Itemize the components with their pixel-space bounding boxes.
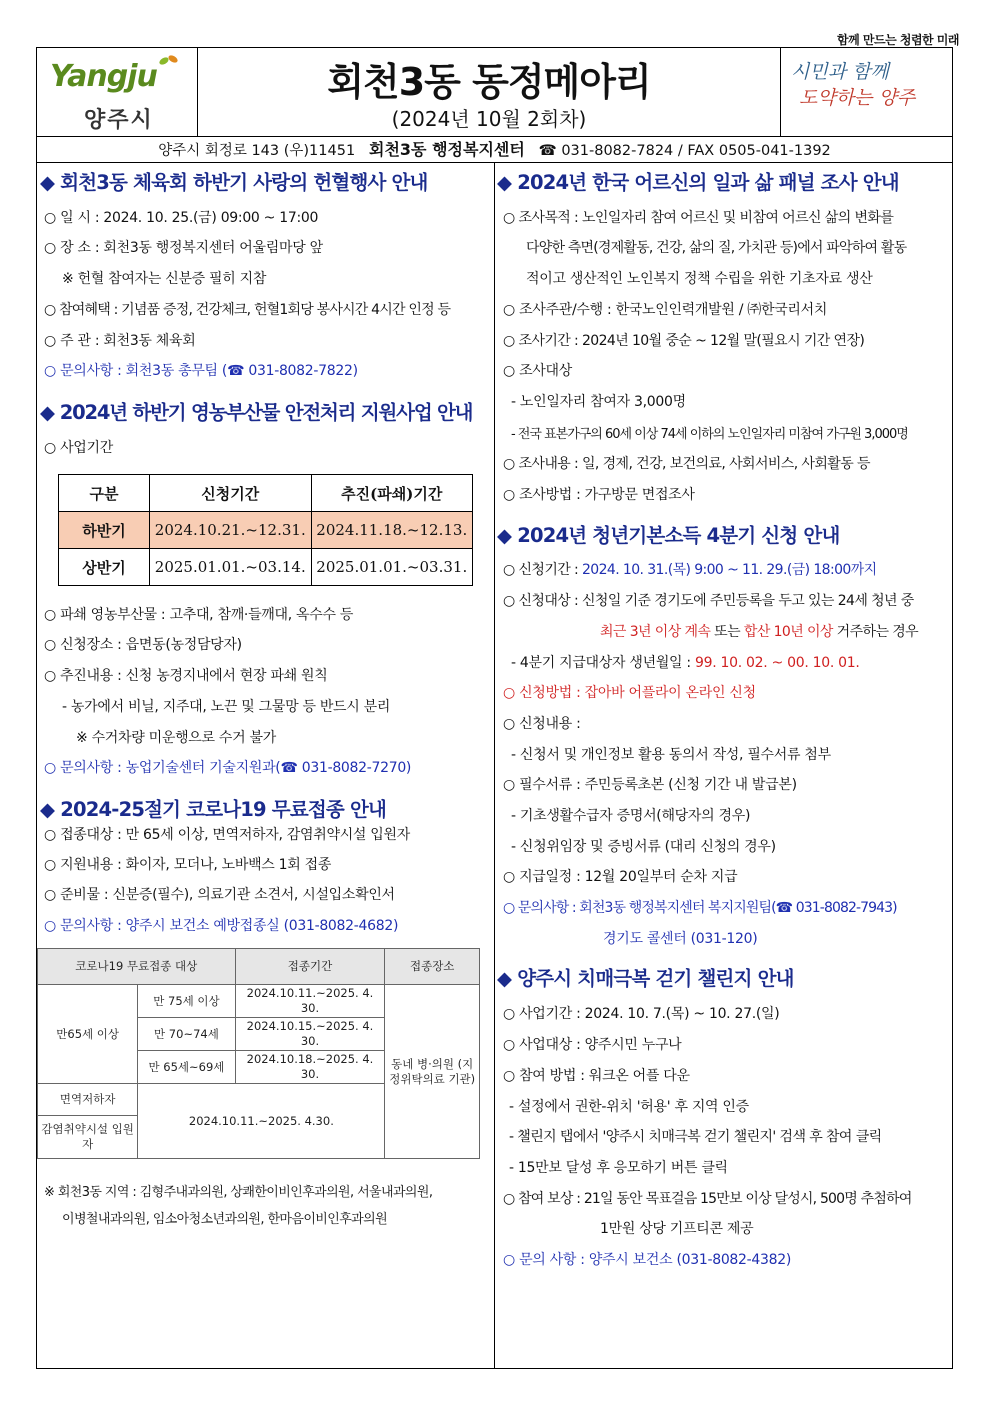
list-item: - 15만보 달성 후 응모하기 버튼 클릭 bbox=[509, 1160, 728, 1176]
list-item: - 챌린지 탭에서 '양주시 치매극복 걷기 챌린지' 검색 후 참여 클릭 bbox=[509, 1129, 882, 1145]
section-heading-walking-challenge: ◆ 양주시 치매극복 걷기 챌린지 안내 bbox=[497, 967, 794, 990]
section-heading-youth-income: ◆ 2024년 청년기본소득 4분기 신청 안내 bbox=[497, 524, 840, 547]
list-item: - 노인일자리 참여자 3,000명 bbox=[511, 394, 686, 410]
list-item: ○ 조사내용 : 일, 경제, 건강, 보건의료, 사회서비스, 사회활동 등 bbox=[503, 456, 870, 472]
table-header: 신청기간 bbox=[150, 475, 312, 512]
table-row bbox=[59, 512, 473, 549]
tagline: 함께 만드는 청렴한 미래 bbox=[837, 33, 959, 47]
table-cell: 동네 병·의원 (지정위탁의료 기관) bbox=[385, 985, 480, 1159]
list-item: 적이고 생산적인 노인복지 정책 수립을 위한 기초자료 생산 bbox=[526, 271, 873, 287]
list-item: ○ 조사목적 : 노인일자리 참여 어르신 및 비참여 어르신 삶의 변화를 bbox=[503, 210, 894, 226]
list-item: ○ 조사방법 : 가구방문 면접조사 bbox=[503, 487, 695, 503]
address-bar bbox=[36, 137, 953, 163]
list-item: 다양한 측면(경제활동, 건강, 삶의 질, 가치관 등)에서 파악하여 활동 bbox=[526, 240, 907, 256]
list-item: ○ 장 소 : 회천3동 행정복지센터 어울림마당 앞 bbox=[44, 240, 323, 256]
leaf-icon bbox=[158, 53, 180, 67]
contact-line: ○ 문의사항 : 회천3동 총무팀 (☎ 031-8082-7822) bbox=[44, 363, 358, 379]
list-item: - 신청위임장 및 증빙서류 (대리 신청의 경우) bbox=[511, 839, 776, 855]
table-header: 코로나19 무료접종 대상 bbox=[38, 949, 236, 985]
table-header: 접종장소 bbox=[385, 949, 480, 985]
diamond-icon: ◆ bbox=[497, 171, 512, 194]
column-divider bbox=[494, 163, 495, 1369]
list-item: ○ 추진내용 : 신청 농경지내에서 현장 파쇄 원칙 bbox=[44, 668, 328, 684]
diamond-icon: ◆ bbox=[40, 171, 55, 194]
slogan-line-1: 시민과 함께 bbox=[791, 61, 889, 83]
list-item: ○ 참여 방법 : 워크온 어플 다운 bbox=[503, 1068, 690, 1084]
note-line: ※ 회천3동 지역 : 김형주내과의원, 상쾌한이비인후과의원, 서울내과의원, bbox=[44, 1185, 433, 1200]
list-item: ○ 신청내용 : bbox=[503, 716, 581, 732]
title-cell bbox=[198, 47, 780, 137]
page-title: 회천3동 동정메아리 bbox=[327, 60, 651, 104]
section-heading-blood-donation: ◆ 회천3동 체육회 하반기 사랑의 헌혈행사 안내 bbox=[40, 171, 428, 194]
office-contact: ☎ 031-8082-7824 / FAX 0505-041-1392 bbox=[538, 143, 831, 159]
logo-korean: 양주시 bbox=[84, 108, 154, 133]
contact-line: ○ 문의사항 : 양주시 보건소 예방접종실 (031-8082-4682) bbox=[44, 918, 399, 934]
logo-wordmark: Yangju bbox=[50, 59, 157, 94]
list-item: - 전국 표본가구의 60세 이상 74세 이하의 노인일자리 미참여 가구원 3,000명 bbox=[511, 427, 908, 442]
list-item: - 신청서 및 개인정보 활용 동의서 작성, 필수서류 첨부 bbox=[511, 747, 831, 763]
contact-line: 경기도 콜센터 (031-120) bbox=[603, 931, 758, 947]
table-row bbox=[59, 549, 473, 586]
list-item: ※ 수거차량 미운행으로 수거 불가 bbox=[76, 730, 276, 746]
farm-schedule-table bbox=[58, 474, 473, 586]
table-cell: 하반기 bbox=[59, 512, 150, 549]
table-cell: 만65세 이상 bbox=[38, 985, 138, 1084]
table-header: 접종기간 bbox=[235, 949, 385, 985]
apply-period: 2024. 10. 31.(목) 9:00 ~ 11. 29.(금) 18:00까지 bbox=[581, 562, 877, 578]
table-cell: 감염취약시설 입원자 bbox=[38, 1116, 138, 1159]
list-item: ○ 참여혜택 : 기념품 증정, 건강체크, 헌혈1회당 봉사시간 4시간 인정 등 bbox=[44, 302, 451, 318]
list-item: ○ 접종대상 : 만 65세 이상, 면역저하자, 감염취약시설 입원자 bbox=[44, 827, 410, 843]
table-cell: 2025.01.01.~03.14. bbox=[150, 549, 312, 586]
list-item: ○ 참여 보상 : 21일 동안 목표걸음 15만보 이상 달성시, 500명 추첨하여 bbox=[503, 1191, 912, 1207]
covid-vaccine-table bbox=[37, 948, 480, 1159]
page-subtitle: (2024년 10월 2회차) bbox=[391, 107, 587, 131]
birth-range: 99. 10. 02. ~ 00. 10. 01. bbox=[695, 655, 860, 671]
list-item: - 기초생활수급자 증명서(해당자의 경우) bbox=[511, 808, 751, 824]
list-item: ○ 조사기간 : 2024년 10월 중순 ~ 12월 말(필요시 기간 연장) bbox=[503, 333, 865, 349]
address-text: 양주시 회정로 143 (우)11451 bbox=[158, 143, 356, 159]
list-item: ○ 일 시 : 2024. 10. 25.(금) 09:00 ~ 17:00 bbox=[44, 210, 319, 226]
table-cell: 2024.10.11.~2025. 4. 30. bbox=[235, 985, 385, 1018]
diamond-icon: ◆ bbox=[497, 524, 512, 547]
slogan-line-2: 도약하는 양주 bbox=[799, 87, 916, 109]
table-cell: 2024.10.15.~2025. 4. 30. bbox=[235, 1018, 385, 1051]
table-cell: 만 70~74세 bbox=[138, 1018, 235, 1051]
list-item: ○ 지원내용 : 화이자, 모더나, 노바백스 1회 접종 bbox=[44, 857, 332, 873]
list-item: ○ 조사대상 bbox=[503, 363, 572, 379]
section-heading-senior-panel: ◆ 2024년 한국 어르신의 일과 삶 패널 조사 안내 bbox=[497, 171, 899, 194]
table-row bbox=[38, 985, 480, 1018]
table-cell: 2024.11.18.~12.13. bbox=[311, 512, 473, 549]
table-cell: 2024.10.11.~2025. 4.30. bbox=[138, 1084, 385, 1159]
table-cell: 2025.01.01.~03.31. bbox=[311, 549, 473, 586]
table-cell: 2024.10.18.~2025. 4. 30. bbox=[235, 1051, 385, 1084]
list-item: ○ 지급일정 : 12월 20일부터 순차 지급 bbox=[503, 869, 738, 885]
contact-line: ○ 문의사항 : 농업기술센터 기술지원과(☎ 031-8082-7270) bbox=[44, 760, 412, 776]
list-item: ○ 신청기간 : 2024. 10. 31.(목) 9:00 ~ 11. 29.(금) 18:00까지 bbox=[503, 562, 877, 578]
section-heading-covid: ◆ 2024-25절기 코로나19 무료접종 안내 bbox=[40, 798, 387, 821]
list-item: ○ 사업기간 bbox=[44, 440, 113, 456]
list-item: ○ 신청장소 : 읍면동(농정담당자) bbox=[44, 637, 242, 653]
list-item: 최근 3년 이상 계속 또는 합산 10년 이상 거주하는 경우 bbox=[600, 624, 919, 640]
list-item: ○ 주 관 : 회천3동 체육회 bbox=[44, 333, 196, 349]
table-header: 추진(파쇄)기간 bbox=[311, 475, 473, 512]
list-item: ○ 사업대상 : 양주시민 누구나 bbox=[503, 1037, 682, 1053]
table-cell: 2024.10.21.~12.31. bbox=[150, 512, 312, 549]
list-item: - 농가에서 비닐, 지주대, 노끈 및 그물망 등 반드시 분리 bbox=[62, 699, 391, 715]
list-item: ○ 필수서류 : 주민등록초본 (신청 기간 내 발급본) bbox=[503, 777, 797, 793]
table-header: 구분 bbox=[59, 475, 150, 512]
table-cell: 면역저하자 bbox=[38, 1084, 138, 1116]
slogan bbox=[791, 59, 941, 111]
slogan-cell bbox=[780, 47, 953, 137]
list-item: ※ 헌혈 참여자는 신분증 필히 지참 bbox=[62, 271, 267, 287]
table-cell: 만 65세~69세 bbox=[138, 1051, 235, 1084]
list-item: - 4분기 지급대상자 생년월일 : 99. 10. 02. ~ 00. 10. 01. bbox=[511, 655, 860, 671]
table-row bbox=[38, 949, 480, 985]
diamond-icon: ◆ bbox=[40, 798, 55, 821]
list-item: ○ 조사주관/수행 : 한국노인인력개발원 / ㈜한국리서치 bbox=[503, 302, 828, 318]
section-heading-farm-byproduct: ◆ 2024년 하반기 영농부산물 안전처리 지원사업 안내 bbox=[40, 401, 473, 424]
list-item: ○ 신청방법 : 잡아바 어플라이 온라인 신청 bbox=[503, 685, 756, 701]
list-item: - 설정에서 권한-위치 '허용' 후 지역 인증 bbox=[509, 1099, 749, 1115]
table-cell: 상반기 bbox=[59, 549, 150, 586]
list-item: ○ 파쇄 영농부산물 : 고추대, 참깨·들깨대, 옥수수 등 bbox=[44, 607, 354, 623]
list-item: 1만원 상당 기프티콘 제공 bbox=[600, 1221, 754, 1237]
list-item: ○ 신청대상 : 신청일 기준 경기도에 주민등록을 두고 있는 24세 청년 중 bbox=[503, 593, 914, 609]
list-item: ○ 준비물 : 신분증(필수), 의료기관 소견서, 시설입소확인서 bbox=[44, 887, 395, 903]
diamond-icon: ◆ bbox=[40, 401, 54, 424]
diamond-icon: ◆ bbox=[497, 967, 512, 990]
note-line: 이병철내과의원, 임소아청소년과의원, 한마음이비인후과의원 bbox=[62, 1212, 388, 1227]
contact-line: ○ 문의 사항 : 양주시 보건소 (031-8082-4382) bbox=[503, 1252, 791, 1268]
office-name: 회천3동 행정복지센터 bbox=[369, 140, 525, 159]
list-item: ○ 사업기간 : 2024. 10. 7.(목) ~ 10. 27.(일) bbox=[503, 1006, 780, 1022]
logo-cell bbox=[36, 47, 198, 137]
contact-line: ○ 문의사항 : 회천3동 행정복지센터 복지지원팀(☎ 031-8082-7943) bbox=[503, 900, 897, 916]
table-cell: 만 75세 이상 bbox=[138, 985, 235, 1018]
